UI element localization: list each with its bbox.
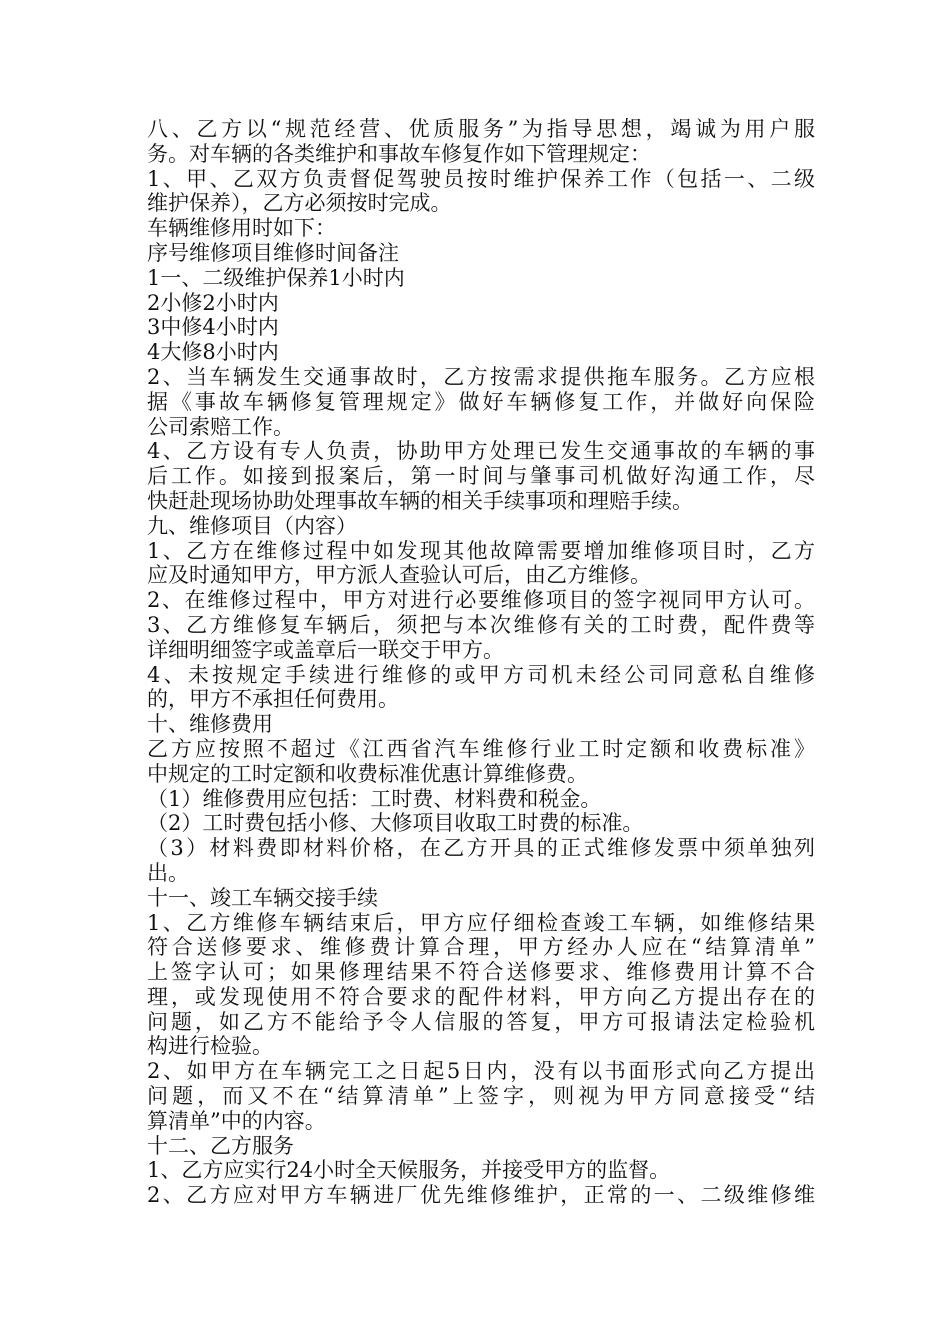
text-line: （3）材料费即材料价格，在乙方开具的正式维修发票中须单独列: [147, 836, 815, 861]
text-line: 乙方应按照不超过《江西省汽车维修行业工时定额和收费标准》: [147, 736, 815, 761]
text-line: 算清单”中的内容。: [147, 1108, 326, 1133]
text-line: 3、乙方维修复车辆后，须把与本次维修有关的工时费，配件费等: [147, 612, 815, 637]
text-line: 车辆维修用时如下：: [147, 216, 336, 241]
text-line: 2、如甲方在车辆完工之日起5日内，没有以书面形式向乙方提出: [147, 1059, 815, 1084]
text-line: 2、乙方应对甲方车辆进厂优先维修维护，正常的一、二级维修维: [147, 1183, 815, 1208]
text-line: 1、乙方应实行24小时全天候服务，并接受甲方的监督。: [147, 1158, 671, 1183]
text-line: 上签字认可；如果修理结果不符合送修要求、维修费用计算不合: [147, 960, 815, 985]
text-line: 九、维修项目（内容）: [147, 513, 357, 538]
text-line: 问题，如乙方不能给予令人信服的答复，甲方可报请法定检验机: [147, 1009, 815, 1034]
text-line: 中规定的工时定额和收费标准优惠计算维修费。: [147, 761, 588, 786]
text-line: 据《事故车辆修复管理规定》做好车辆修复工作，并做好向保险: [147, 389, 815, 414]
text-line: 十、维修费用: [147, 712, 273, 737]
text-line: 维护保养），乙方必须按时完成。: [147, 191, 452, 216]
text-line: 十二、乙方服务: [147, 1133, 294, 1158]
text-line: 构进行检验。: [147, 1034, 273, 1059]
text-line: 详细明细签字或盖章后一联交于甲方。: [147, 637, 504, 662]
text-line: 2、当车辆发生交通事故时，乙方按需求提供拖车服务。乙方应根: [147, 364, 815, 389]
text-line: 八、乙方以“规范经营、优质服务”为指导思想，竭诚为用户服: [147, 117, 815, 141]
text-line: （1）维修费用应包括：工时费、材料费和税金。: [147, 786, 602, 811]
text-line: 1、乙方在维修过程中如发现其他故障需要增加维修项目时，乙方: [147, 538, 815, 563]
text-line: 务。对车辆的各类维护和事故车修复作如下管理规定：: [147, 141, 651, 166]
text-line: 公司索赔工作。: [147, 414, 294, 439]
text-line: 问题，而又不在“结算清单”上签字，则视为甲方同意接受“结: [147, 1084, 815, 1109]
text-line: 的，甲方不承担任何费用。: [147, 687, 399, 712]
text-line: 3中修4小时内: [147, 315, 279, 340]
text-line: 1、甲、乙双方负责督促驾驶员按时维护保养工作（包括一、二级: [147, 166, 815, 191]
text-line: 快赶赴现场协助处理事故车辆的相关手续事项和理赔手续。: [147, 488, 693, 513]
text-line: 理，或发现使用不符合要求的配件材料，甲方向乙方提出存在的: [147, 984, 815, 1009]
document-body: [147, 117, 815, 1208]
text-line: 序号维修项目维修时间备注: [147, 240, 399, 265]
text-line: 1一、二级维护保养1小时内: [147, 265, 405, 290]
text-line: 4、乙方设有专人负责，协助甲方处理已发生交通事故的车辆的事: [147, 439, 815, 464]
text-line: 2小修2小时内: [147, 290, 279, 315]
text-line: （2）工时费包括小修、大修项目收取工时费的标准。: [147, 811, 644, 836]
text-line: 2、在维修过程中，甲方对进行必要维修项目的签字视同甲方认可。: [147, 588, 815, 613]
text-line: 4大修8小时内: [147, 340, 279, 365]
text-line: 出。: [147, 860, 189, 885]
text-line: 应及时通知甲方，甲方派人查验认可后，由乙方维修。: [147, 563, 651, 588]
text-line: 4、未按规定手续进行维修的或甲方司机未经公司同意私自维修: [147, 662, 815, 687]
text-line: 符合送修要求、维修费计算合理，甲方经办人应在“结算清单”: [147, 935, 815, 960]
text-line: 后工作。如接到报案后，第一时间与肇事司机做好沟通工作，尽: [147, 464, 815, 489]
text-line: 十一、竣工车辆交接手续: [147, 885, 378, 910]
text-line: 1、乙方维修车辆结束后，甲方应仔细检查竣工车辆，如维修结果: [147, 910, 815, 935]
